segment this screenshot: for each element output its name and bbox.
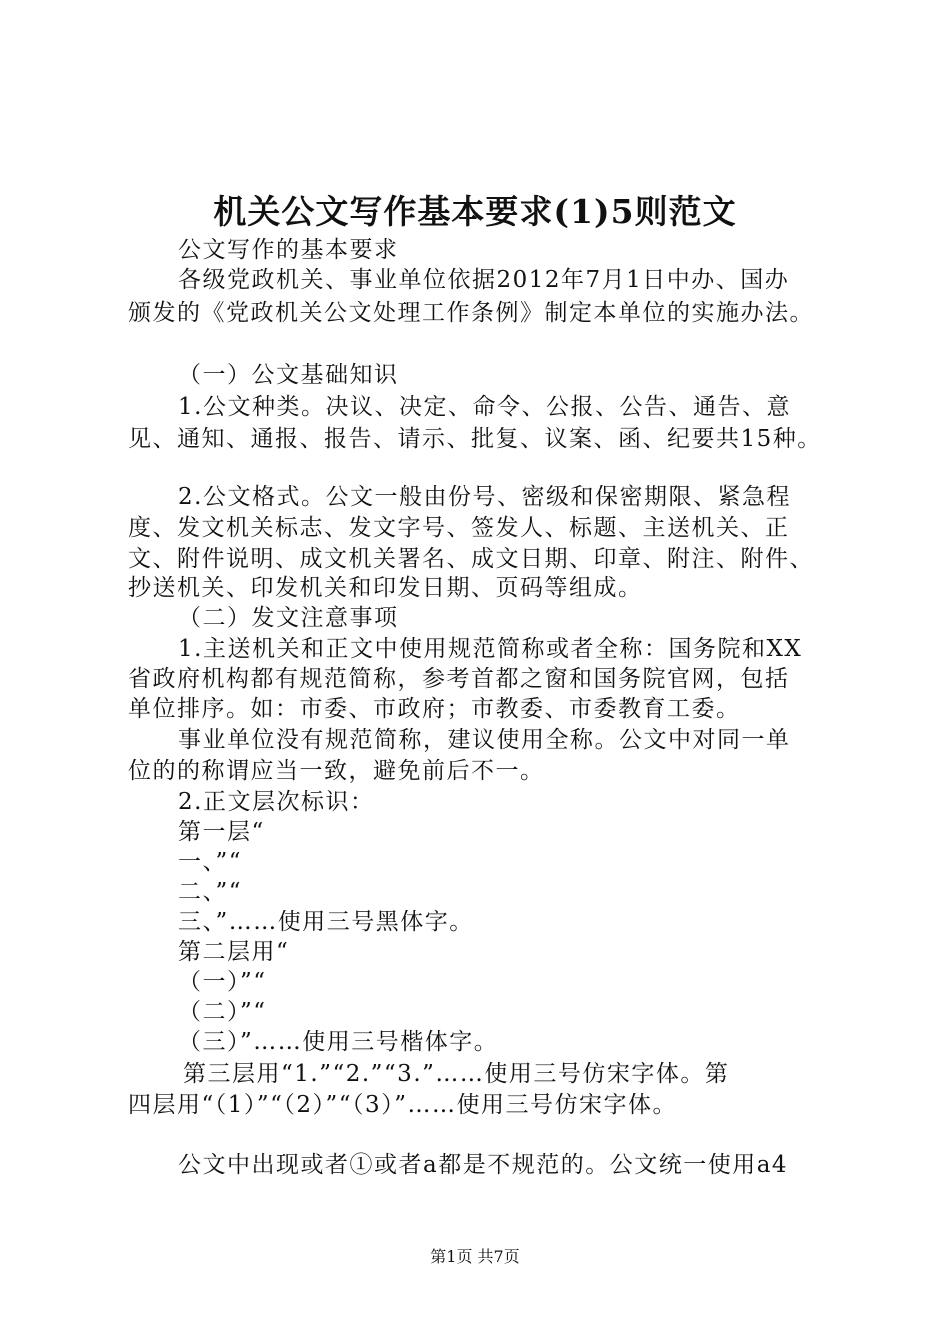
paragraph-line: （二）”“ [178, 999, 267, 1025]
paragraph-line: 1.公文种类。决议、决定、命令、公报、公告、通告、意 [178, 394, 791, 420]
paragraph-line: 2.正文层次标识： [178, 789, 375, 815]
paragraph-line: （一）”“ [178, 969, 267, 995]
paragraph-line: 位的的称谓应当一致，避免前后不一。 [128, 758, 545, 784]
paragraph-line: 文、附件说明、成文机关署名、成文日期、印章、附注、附件、 [128, 546, 814, 572]
paragraph-line: 第二层用“ [178, 939, 290, 965]
paragraph-line: 单位排序。如：市委、市政府；市教委、市委教育工委。 [128, 696, 741, 722]
document-title: 机关公文写作基本要求(1)5则范文 [213, 192, 737, 231]
paragraph-line: （三）”……使用三号楷体字。 [178, 1029, 499, 1055]
page-number-footer: 第1页 共7页 [430, 1247, 520, 1266]
paragraph-line: 2.公文格式。公文一般由份号、密级和保密期限、紧急程 [178, 484, 791, 510]
paragraph-line: 二、”“ [178, 879, 243, 905]
paragraph-line: 抄送机关、印发机关和印发日期、页码等组成。 [128, 575, 643, 601]
section-heading: （一）公文基础知识 [178, 362, 399, 388]
paragraph-line: 公文写作的基本要求 [178, 237, 399, 263]
paragraph-line: 见、通知、通报、报告、请示、批复、议案、函、纪要共15种。 [128, 426, 822, 452]
paragraph-line: 公文中出现或者①或者a都是不规范的。公文统一使用a4 [178, 1152, 789, 1178]
paragraph-line: 事业单位没有规范简称，建议使用全称。公文中对同一单 [178, 727, 791, 753]
paragraph-line: 三、”……使用三号黑体字。 [178, 909, 474, 935]
section-heading: （二）发文注意事项 [178, 605, 399, 631]
paragraph-line: 颁发的《党政机关公文处理工作条例》制定本单位的实施办法。 [128, 300, 814, 326]
paragraph-line: 第三层用“1.”“2.”“3.”……使用三号仿宋字体。第 [183, 1061, 730, 1087]
paragraph-line: 四层用“（1）”“（2）”“（3）”……使用三号仿宋字体。 [128, 1092, 677, 1118]
paragraph-line: 各级党政机关、事业单位依据2012年7月1日中办、国办 [178, 267, 790, 293]
paragraph-line: 一、”“ [178, 849, 243, 875]
paragraph-line: 1.主送机关和正文中使用规范简称或者全称：国务院和XX [178, 636, 803, 662]
paragraph-line: 度、发文机关标志、发文字号、签发人、标题、主送机关、正 [128, 515, 790, 541]
paragraph-line: 第一层“ [178, 819, 265, 845]
paragraph-line: 省政府机构都有规范简称，参考首都之窗和国务院官网，包括 [128, 666, 790, 692]
